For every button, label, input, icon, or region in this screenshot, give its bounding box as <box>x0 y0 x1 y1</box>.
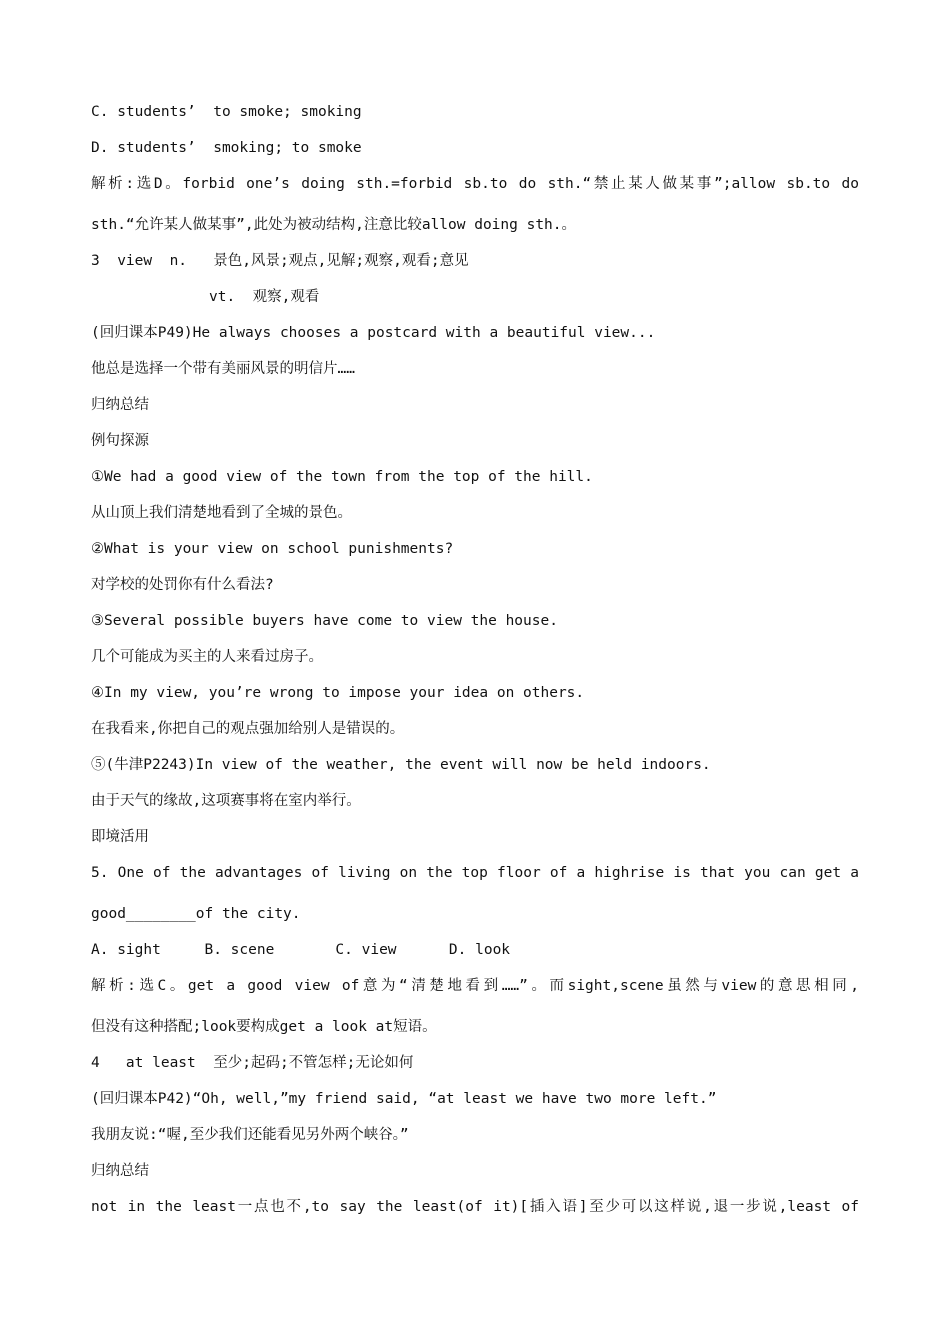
vocab-sense: vt. 观察,观看 <box>209 289 320 305</box>
translation: 从山顶上我们清楚地看到了全城的景色。 <box>91 505 352 521</box>
vocab-heading: 4 at least 至少;起码;不管怎样;无论如何 <box>91 1055 414 1071</box>
exercise-question: 5. One of the advantages of living on the top floor of a highrise is that you can get a <box>91 865 859 881</box>
example-sentence: ③Several possible buyers have come to view the house. <box>91 613 558 629</box>
section-heading: 例句探源 <box>91 433 149 449</box>
textbook-example: (回归课本P49)He always chooses a postcard with a beautiful view... <box>91 325 656 341</box>
translation: 我朋友说:“喔,至少我们还能看见另外两个峡谷。” <box>91 1127 409 1143</box>
option-d: D. students’ smoking; to smoke <box>91 140 362 156</box>
section-heading: 即境活用 <box>91 829 149 845</box>
analysis-text: 解析:选D。forbid one’s doing sth.=forbid sb.to do sth.“禁止某人做某事”;allow sb.to do <box>91 176 859 192</box>
section-heading: 归纳总结 <box>91 1163 149 1179</box>
example-sentence: ⑤(牛津P2243)In view of the weather, the event will now be held indoors. <box>91 757 711 773</box>
example-sentence: ④In my view, you’re wrong to impose your idea on others. <box>91 685 585 701</box>
example-sentence: ②What is your view on school punishments? <box>91 541 454 557</box>
vocab-heading: 3 view n. 景色,风景;观点,见解;观察,观看;意见 <box>91 253 469 269</box>
textbook-example: (回归课本P42)“Oh, well,”my friend said, “at least we have two more left.” <box>91 1091 717 1107</box>
translation: 几个可能成为买主的人来看过房子。 <box>91 649 323 665</box>
analysis-text-cont: 但没有这种搭配;look要构成get a look at短语。 <box>91 1019 437 1035</box>
translation: 由于天气的缘故,这项赛事将在室内举行。 <box>91 793 361 809</box>
exercise-question-cont: good________of the city. <box>91 906 301 922</box>
translation: 他总是选择一个带有美丽风景的明信片…… <box>91 361 355 377</box>
exercise-options: A. sight B. scene C. view D. look <box>91 942 511 958</box>
analysis-text-cont: sth.“允许某人做某事”,此处为被动结构,注意比较allow doing sth.。 <box>91 217 577 233</box>
translation: 对学校的处罚你有什么看法? <box>91 577 274 593</box>
translation: 在我看来,你把自己的观点强加给别人是错误的。 <box>91 721 405 737</box>
option-c: C. students’ to smoke; smoking <box>91 104 362 120</box>
section-heading: 归纳总结 <box>91 397 149 413</box>
analysis-text: 解析:选C。get a good view of意为“清楚地看到……”。而sight,scene虽然与view的意思相同, <box>91 978 859 994</box>
example-sentence: ①We had a good view of the town from the top of the hill. <box>91 469 593 485</box>
summary-text: not in the least一点也不,to say the least(of it)[插入语]至少可以这样说,退一步说,least of <box>91 1199 859 1215</box>
